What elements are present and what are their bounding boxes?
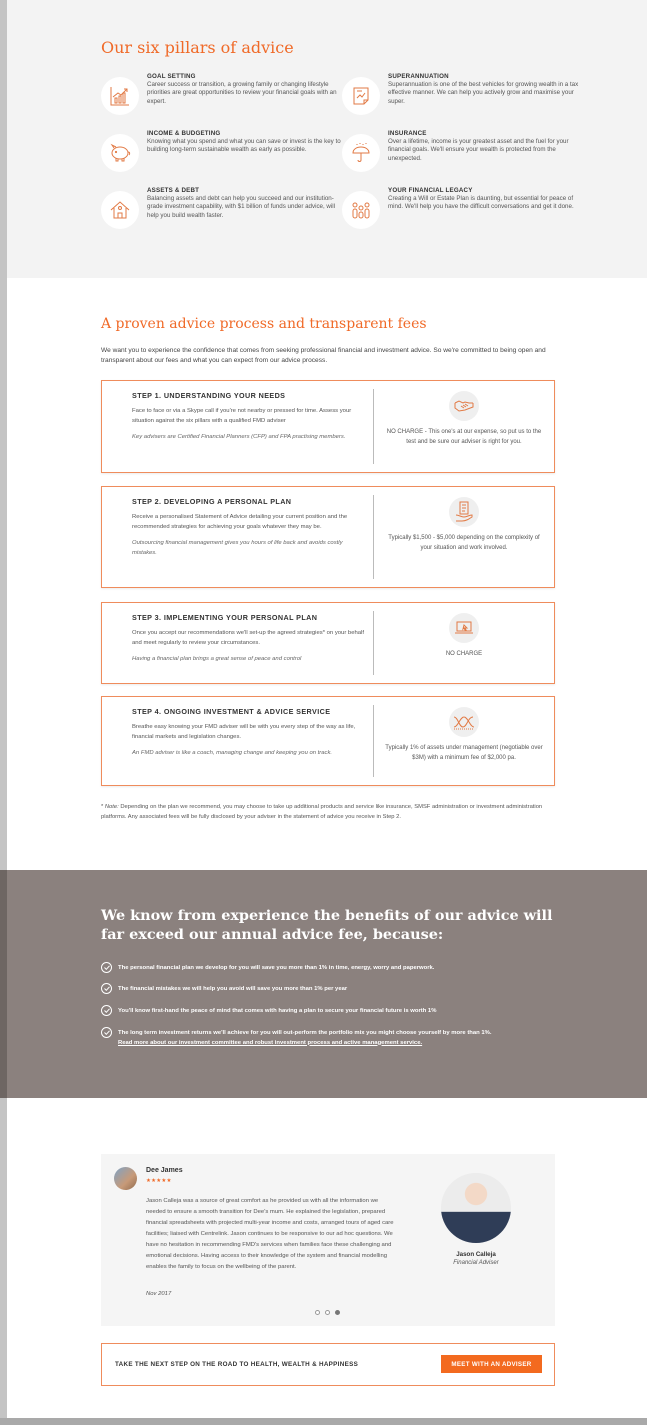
benefit-item xyxy=(101,1027,561,1048)
step-fee: Typically 1% of assets under management (negotiable over $3M) with a minimum fee of $2,000 pa. xyxy=(385,745,543,762)
pillar-heading: INSURANCE xyxy=(388,130,427,137)
cta-text: TAKE THE NEXT STEP ON THE ROAD TO HEALTH, WEALTH & HAPPINESS xyxy=(115,1361,359,1368)
step-note: Key advisers are Certified Financial Planners (CFP) and FPA practising members. xyxy=(132,434,346,440)
process-section xyxy=(7,278,647,870)
step-heading: STEP 1. UNDERSTANDING YOUR NEEDS xyxy=(132,391,286,400)
reviewer-avatar xyxy=(114,1167,137,1190)
benefits-section xyxy=(7,870,647,1098)
page-edge-left-dark xyxy=(0,870,7,1098)
note-text: Depending on the plan we recommend, you may choose to take up additional products and service like insurance, SMSF administration or investment administration platforms. Any associated fees will be fully disclosed by your adviser in the statement of advice you receive in Step 2. xyxy=(101,804,543,821)
step-body: Receive a personalised Statement of Advice detailing your current position and the recommended strategies for achieving your goals whatever they may be. xyxy=(132,514,348,530)
check-circle-icon xyxy=(101,962,112,973)
carousel-dot-3-active[interactable] xyxy=(335,1310,340,1315)
check-circle-icon xyxy=(101,983,112,994)
step-note: An FMD adviser is like a coach, managing change and keeping you on track. xyxy=(132,750,333,756)
step-fee: Typically $1,500 - $5,000 depending on the complexity of your situation and work involved. xyxy=(388,535,540,552)
testimonial-card xyxy=(101,1154,555,1326)
adviser-name: Jason Calleja xyxy=(456,1251,496,1258)
step-heading: STEP 4. ONGOING INVESTMENT & ADVICE SERVICE xyxy=(132,707,331,716)
step-fee: NO CHARGE - This one's at our expense, so put us to the test and be sure our adviser is right for you. xyxy=(386,429,542,446)
pillar-heading: GOAL SETTING xyxy=(147,73,196,80)
testimonial-quote: Jason Calleja was a source of great comfort as he provided us with all the information we needed to ensure a smooth transition for Dee's mum. He explained the legislation, prepared financial spreadsheets with projected multi-year income and costs, arranged tours of aged care facilities; liaised with Centrelink. Jason continues to be responsive to our ad hoc questions. We have no hesitation in recommending FMD's services when families face these challenging and emotional decisions. Having access to their knowledge of the system and financial modelling enables the family to focus on the wellbeing of the parent. xyxy=(146,1198,394,1270)
process-intro: We want you to experience the confidence that comes from seeking professional financial and investment advice. So we're committed to being open and transparent about our fees and what you can expect from our advice process. xyxy=(101,347,546,365)
step-body: Once you accept our recommendations we'll set-up the agreed strategies* on your behalf and meet regularly to review your circumstances. xyxy=(132,630,364,646)
benefit-item xyxy=(101,1005,561,1016)
carousel-dot-1[interactable] xyxy=(315,1310,320,1315)
page xyxy=(7,0,647,1418)
pillar-heading: SUPERANNUATION xyxy=(388,73,449,80)
step-note: Having a financial plan brings a great sense of peace and control xyxy=(132,656,302,662)
step-heading: STEP 3. IMPLEMENTING YOUR PERSONAL PLAN xyxy=(132,613,318,622)
testimonial-section xyxy=(7,1098,647,1418)
step-fee: NO CHARGE xyxy=(445,651,483,657)
benefit-text: The personal financial plan we develop for you will save you more than 1% in time, energy, worry and paperwork. xyxy=(118,964,435,971)
handshake-icon xyxy=(449,391,479,421)
cta-banner xyxy=(101,1343,555,1386)
step-card-2 xyxy=(101,486,555,588)
step-body: Face to face or via a Skype call if you're not nearby or pressed for time. Assess your situation against the six pillars with a qualified FMD adviser xyxy=(132,408,352,424)
market-waves-icon xyxy=(449,707,479,737)
carousel-dot-2[interactable] xyxy=(325,1310,330,1315)
step-note: Outsourcing financial management gives you hours of life back and avoids costly mistakes. xyxy=(132,540,343,556)
note-label: Note: xyxy=(104,804,119,810)
family-icon xyxy=(342,191,380,229)
benefit-text: The financial mistakes we will help you avoid will save you more than 1% per year xyxy=(118,985,348,992)
step-divider xyxy=(373,389,374,464)
piggy-bank-icon xyxy=(101,134,139,172)
pillar-body: Over a lifetime, income is your greatest asset and the fuel for your financial goals. We'll ensure your wealth is protected from the unexpected. xyxy=(388,138,569,162)
pillar-heading: ASSETS & DEBT xyxy=(147,187,200,194)
laptop-cursor-icon xyxy=(449,613,479,643)
superannuation-document-icon xyxy=(342,77,380,115)
process-title: A proven advice process and transparent fees xyxy=(101,316,427,332)
process-footnote: * Note: Depending on the plan we recommend, you may choose to take up additional products and service like insurance, SMSF administration or investment administration platforms. Any associated fees will be fully disclosed by your adviser in the statement of advice you receive in Step 2. xyxy=(101,804,543,821)
step-body: Breathe easy knowing your FMD adviser will be with you every step of the way as life, financial markets and legislation changes. xyxy=(132,724,356,740)
benefit-text: You'll know first-hand the peace of mind that comes with having a plan to secure your financial future is worth 1% xyxy=(118,1007,437,1014)
pillars-section xyxy=(7,0,647,278)
umbrella-icon xyxy=(342,134,380,172)
reviewer-name: Dee James xyxy=(146,1167,183,1174)
pillar-heading: YOUR FINANCIAL LEGACY xyxy=(388,187,473,194)
step-heading: STEP 2. DEVELOPING A PERSONAL PLAN xyxy=(132,497,292,506)
pillar-body: Knowing what you spend and what you can save or invest is the key to building long-term sustainable wealth as early as possible. xyxy=(147,138,341,154)
document-in-hand-icon xyxy=(449,497,479,527)
step-card-3 xyxy=(101,602,555,684)
star-rating: ★★★★★ xyxy=(146,1178,172,1184)
page-edge-bottom xyxy=(0,1418,647,1425)
benefit-text-with-link xyxy=(118,1027,492,1048)
pillars-title: Our six pillars of advice xyxy=(101,38,294,57)
benefit-item xyxy=(101,962,561,973)
benefits-title: We know from experience the benefits of our advice will far exceed our annual advice fee, because: xyxy=(101,907,553,943)
check-circle-icon xyxy=(101,1005,112,1016)
pillar-body: Superannuation is one of the best vehicles for growing wealth in a tax effective manner. We can help you actively grow and maximise your super. xyxy=(388,81,579,105)
step-card-4 xyxy=(101,696,555,786)
benefit-item xyxy=(101,983,561,994)
testimonial-date: Nov 2017 xyxy=(146,1291,172,1297)
step-card-1 xyxy=(101,380,555,473)
pillar-body: Balancing assets and debt can help you succeed and our institution-grade investment capability, with $1 billion of funds under advice, will help you build wealth faster. xyxy=(147,195,336,219)
meet-adviser-button[interactable]: MEET WITH AN ADVISER xyxy=(441,1355,542,1373)
house-icon xyxy=(101,191,139,229)
step-divider xyxy=(373,705,374,777)
growth-chart-icon xyxy=(101,77,139,115)
pillar-body: Creating a Will or Estate Plan is daunting, but essential for peace of mind. We'll help you have the difficult conversations and get it done. xyxy=(388,195,574,211)
check-circle-icon xyxy=(101,1027,112,1038)
adviser-photo xyxy=(441,1173,511,1243)
pillar-body: Career success or transition, a growing family or changing lifestyle priorities are great opportunities to review your financial goals with an expert. xyxy=(147,81,337,105)
carousel-dots xyxy=(315,1310,340,1315)
pillar-heading: INCOME & BUDGETING xyxy=(147,130,221,137)
adviser-role: Financial Adviser xyxy=(453,1260,499,1266)
page-edge-left xyxy=(0,0,7,1418)
investment-committee-link[interactable]: Read more about our investment committee and robust investment process and active management service. xyxy=(118,1039,423,1046)
step-divider xyxy=(373,611,374,675)
benefit-text: The long term investment returns we'll achieve for you will out-perform the portfolio mix you might choose yourself by more than 1%. xyxy=(118,1029,492,1036)
step-divider xyxy=(373,495,374,579)
